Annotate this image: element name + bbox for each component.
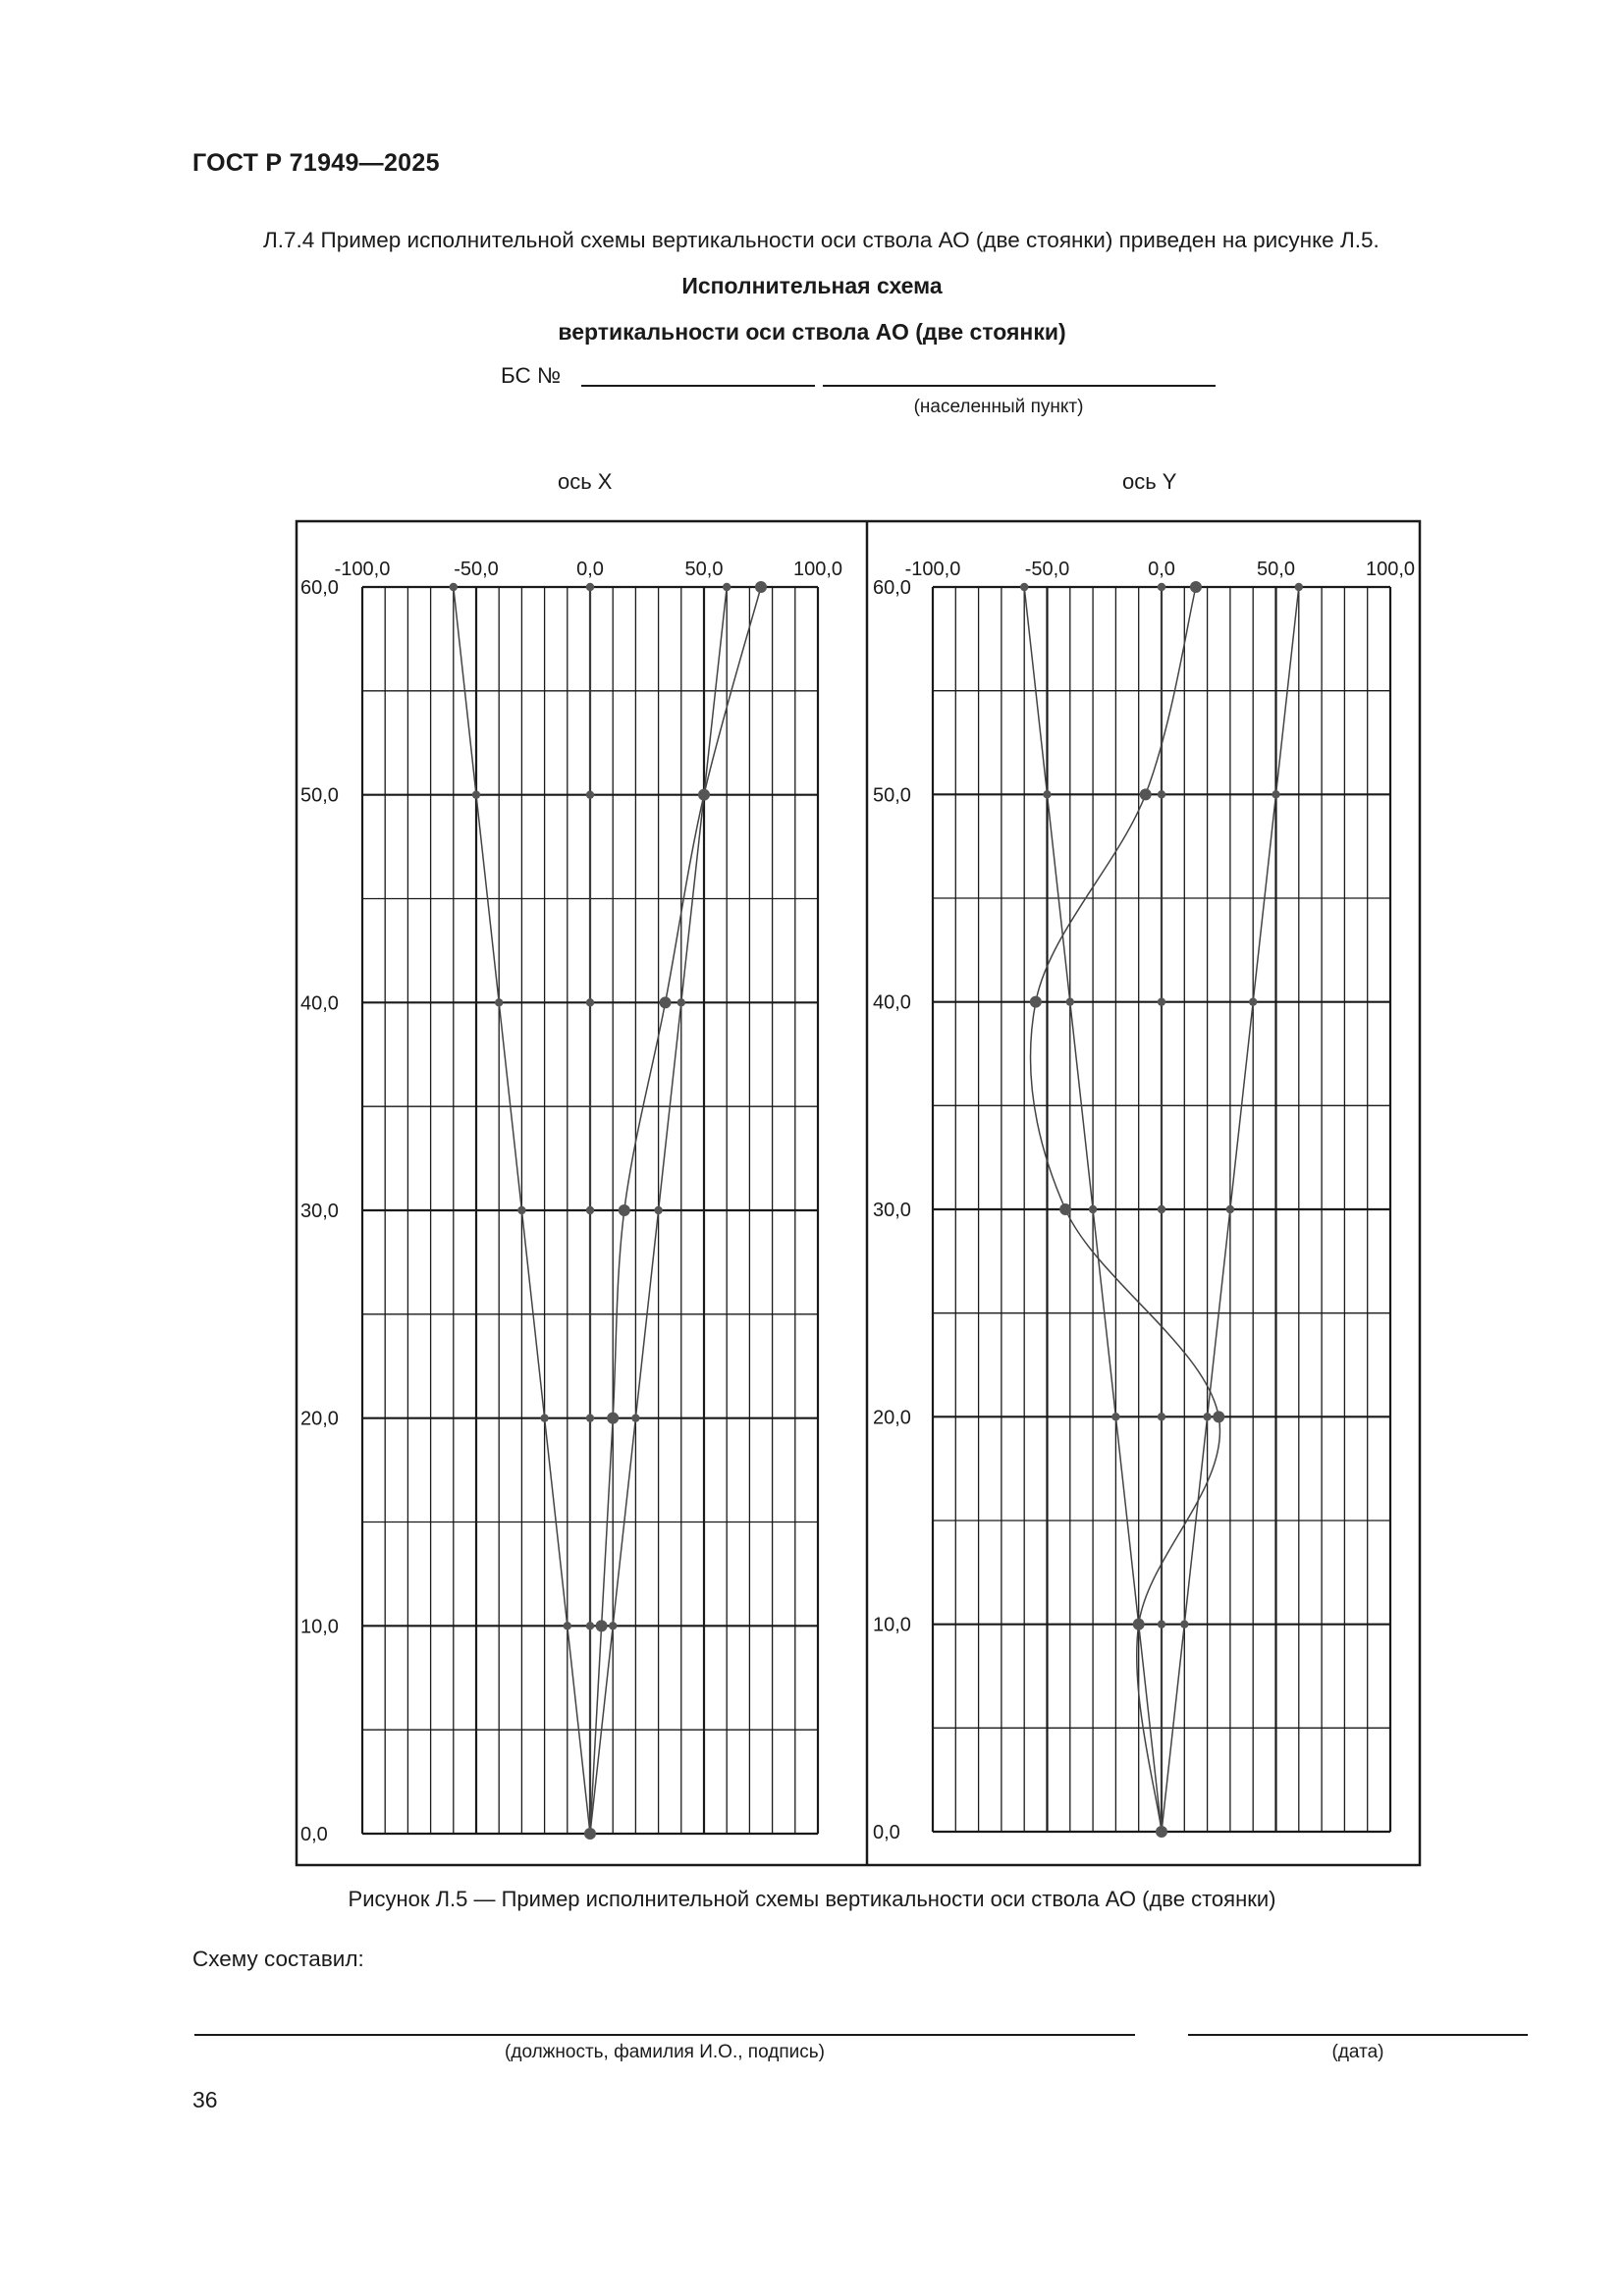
intro-paragraph: Л.7.4 Пример исполнительной схемы вертикальности оси ствола АО (две стоянки) приведен на рисунке Л.5. (263, 228, 1380, 252)
chart-x-tick-label: 10,0 (300, 1616, 339, 1638)
chart-y-point (1158, 997, 1165, 1005)
chart-x-point (584, 1828, 596, 1840)
chart-x-point (586, 1206, 594, 1214)
chart-x-point (517, 1206, 525, 1214)
signature-line (194, 2034, 1135, 2036)
chart-x-point (564, 1622, 571, 1629)
chart-x-point (586, 583, 594, 591)
chart-y-tick-label: 40,0 (873, 991, 911, 1014)
chart-y-title: ось Y (1122, 469, 1177, 494)
chart-x-point (607, 1413, 619, 1424)
chart-x-point (677, 998, 685, 1006)
page-number: 36 (192, 2087, 218, 2112)
chart-y-point (1158, 583, 1165, 591)
chart-y-point (1140, 788, 1152, 800)
chart-y-tick-label: 30,0 (873, 1200, 911, 1221)
chart-x-tick-label: 0,0 (300, 1824, 328, 1845)
chart-x-point (586, 790, 594, 798)
chart-x-tick-label: 30,0 (300, 1201, 339, 1222)
chart-y-point (1158, 1620, 1165, 1628)
chart-y-point (1158, 1205, 1165, 1213)
chart-x-tick-label: 50,0 (300, 784, 339, 807)
date-note: (дата) (1331, 2042, 1384, 2062)
date-line (1188, 2034, 1528, 2036)
chart-y-tick-label: 50,0 (873, 784, 911, 807)
chart-y-point (1133, 1619, 1145, 1630)
chart-y-point (1158, 1413, 1165, 1420)
chart-x-point (495, 998, 503, 1006)
chart-y-point (1213, 1411, 1224, 1422)
settlement-note: (населенный пункт) (913, 397, 1084, 417)
chart-y-tick-label: 0,0 (873, 1822, 900, 1843)
document-header: ГОСТ Р 71949—2025 (192, 149, 440, 177)
chart-y-tick-label: 50,0 (1257, 559, 1295, 580)
figure-caption: Рисунок Л.5 — Пример исполнительной схемы вертикальности оси ствола АО (две стоянки) (348, 1887, 1276, 1911)
chart-x-tick-label: 0,0 (576, 559, 604, 580)
chart-x-tick-label: 40,0 (300, 992, 339, 1015)
chart-x-tick-label: 100,0 (792, 559, 843, 580)
chart-x-point (586, 1414, 594, 1421)
chart-x-point (586, 1622, 594, 1629)
chart-x-point (631, 1414, 639, 1421)
chart-x-point (609, 1622, 617, 1629)
chart-y-point (1180, 1620, 1188, 1628)
signature-note: (должность, фамилия И.О., подпись) (505, 2042, 825, 2062)
chart-x-point (586, 998, 594, 1006)
chart-y-tick-label: 20,0 (873, 1407, 911, 1429)
author-label: Схему составил: (192, 1947, 364, 1971)
chart-x-tick-label: -100,0 (334, 559, 391, 580)
chart-y-point (1089, 1205, 1097, 1213)
chart-y-tick-label: -100,0 (904, 559, 961, 580)
chart-x-point (450, 583, 458, 591)
chart-x-point (540, 1414, 548, 1421)
chart-y-point (1059, 1203, 1071, 1215)
chart-y-point (1272, 790, 1279, 798)
chart-x-tick-label: 20,0 (300, 1408, 339, 1430)
chart-y-tick-label: -50,0 (1024, 559, 1070, 580)
chart-y-tick-label: 10,0 (873, 1614, 911, 1636)
chart-y-point (1190, 581, 1202, 593)
chart-y-point (1020, 583, 1028, 591)
chart-y-tick-label: 100,0 (1365, 559, 1416, 580)
chart-y-point (1066, 997, 1074, 1005)
chart-x-point (755, 581, 767, 593)
chart-y-point (1030, 996, 1042, 1008)
chart-x-tick-label: 50,0 (684, 559, 724, 580)
chart-x-point (723, 583, 731, 591)
chart-y-point (1249, 997, 1257, 1005)
scheme-title-line1: Исполнительная схема (681, 273, 943, 298)
chart-y-point (1203, 1413, 1211, 1420)
chart-x-point (619, 1204, 630, 1216)
chart-x-point (654, 1206, 662, 1214)
bs-number-label: БС № (501, 363, 562, 388)
chart-y-tick-label: 0,0 (1148, 559, 1175, 580)
chart-y-point (1295, 583, 1303, 591)
chart-y-point (1156, 1826, 1167, 1838)
chart-x-point (472, 790, 480, 798)
chart-x-point (660, 996, 672, 1008)
chart-x-point (596, 1620, 608, 1631)
chart-x-tick-label: -50,0 (454, 559, 499, 580)
scheme-title-line2: вертикальности оси ствола АО (две стоянки) (558, 319, 1066, 345)
chart-x-title: ось X (558, 469, 613, 494)
chart-y-point (1043, 790, 1051, 798)
chart-y-point (1111, 1413, 1119, 1420)
chart-y-tick-label: 60,0 (873, 577, 911, 599)
chart-frame (297, 521, 1420, 1865)
chart-y-point (1226, 1205, 1234, 1213)
chart-x-point (698, 789, 710, 801)
chart-y-point (1158, 790, 1165, 798)
chart-x-tick-label: 60,0 (300, 577, 339, 599)
